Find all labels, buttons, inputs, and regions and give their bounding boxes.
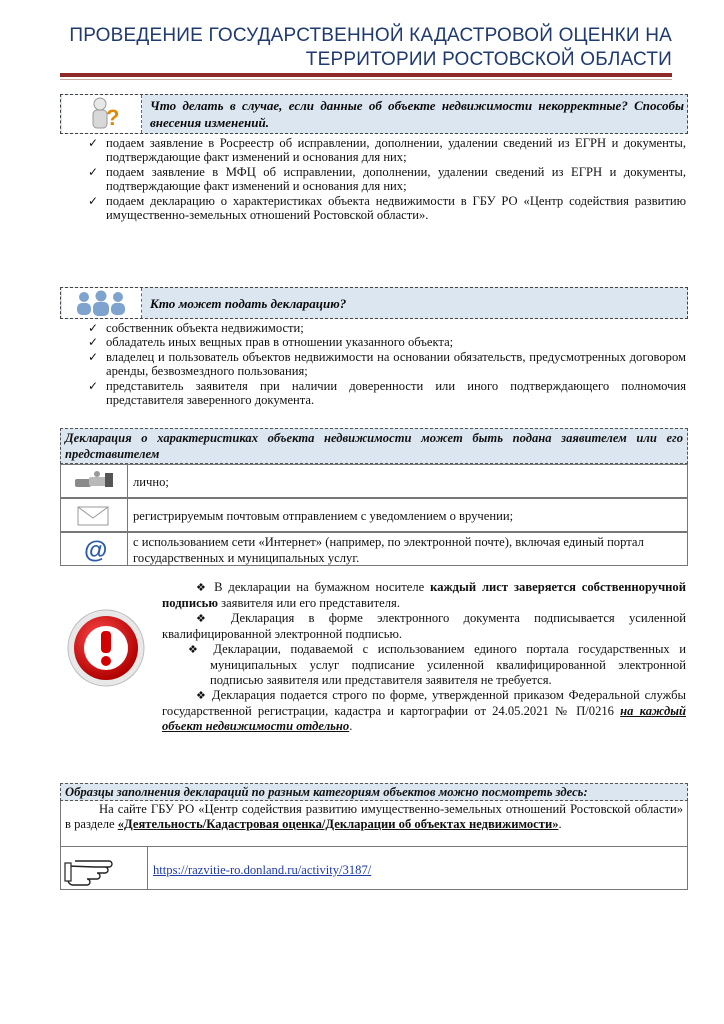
exclamation-warning-icon (66, 608, 146, 688)
samples-link[interactable]: https://razvitie-ro.donland.ru/activity/3187/ (153, 863, 372, 877)
handshake-icon (61, 465, 128, 497)
list-item: ✓ подаем заявление в МФЦ об исправлении, дополнении, удалении сведений из ЕГРН и документы, подтверждающие факт изменений и основания для них; (88, 164, 686, 194)
list-item: ✓ собственник объекта недвижимости; (88, 321, 304, 335)
question-person-icon (62, 95, 142, 133)
page-title (60, 24, 672, 72)
rule-paragraph-1: ❖ В декларации на бумажном носителе каждый лист заверяется собственноручной подписью заявителя или его представителя. (162, 580, 686, 610)
rule-paragraph-4: ❖ Декларация подается строго по форме, утвержденной приказом Федеральной службы государственной регистрации, кадастра и картографии от 24.05.2021 № П/0216 на каждый объект недвижимости отдельно. (162, 688, 686, 733)
title-line-1: ПРОВЕДЕНИЕ ГОСУДАРСТВЕННОЙ КАДАСТРОВОЙ ОЦЕНКИ НА (69, 25, 672, 46)
title-divider-thin (60, 79, 672, 80)
method-text: с использованием сети «Интернет» (например, по электронной почте), включая единый портал государственных и муниципальных услуг. (133, 535, 644, 565)
pointing-hand-icon (61, 847, 148, 889)
samples-link-row (60, 846, 688, 890)
svg-text:?: ? (106, 105, 120, 130)
rule-paragraph-2: ❖ Декларация в форме электронного документа подписывается усиленной квалифицированной электронной подписью. (162, 611, 686, 641)
applicants-list (84, 321, 686, 407)
method-text: лично; (133, 475, 169, 489)
declaration-rules (162, 580, 686, 734)
method-row-post (60, 498, 688, 532)
title-line-2: ТЕРРИТОРИИ РОСТОВСКОЙ ОБЛАСТИ (305, 49, 672, 70)
rule-paragraph-3: ❖ Декларации, подаваемой с использованием единого портала государственных и муниципальных услуг подписание усиленной квалифицированной электронной подписью заявителя или представителя заявителя не требуется. (188, 642, 686, 687)
list-item: ✓ подаем декларацию о характеристиках объекта недвижимости в ГБУ РО «Центр содействия развитию имущественно-земельных отношений Ростовской области». (88, 193, 686, 223)
at-sign-icon (61, 533, 128, 565)
method-text: регистрируемым почтовым отправлением с уведомлением о вручении; (133, 509, 514, 523)
envelope-icon (61, 499, 128, 531)
method-row-in-person (60, 464, 688, 498)
submission-methods-heading: Декларация о характеристиках объекта недвижимости может быть подана заявителем или его представителем (60, 428, 688, 464)
people-group-icon (62, 288, 142, 318)
question-2-text: Кто может подать декларацию? (150, 296, 347, 311)
list-item: ✓ подаем заявление в Росреестр об исправлении, дополнении, удалении сведений из ЕГРН и документы, подтверждающие факт изменений и основания для них; (88, 136, 686, 165)
list-item: ✓ владелец и пользователь объектов недвижимости на основании обязательств, предусмотренных договором аренды, безвозмездного пользования; (88, 349, 686, 379)
correction-methods-list (84, 136, 686, 222)
svg-text:@: @ (84, 537, 108, 564)
title-divider (60, 73, 672, 77)
question-1-text: Что делать в случае, если данные об объекте недвижимости некорректные? Способы внесения изменений. (150, 98, 684, 130)
method-row-internet (60, 532, 688, 566)
samples-heading: Образцы заполнения деклараций по разным категориям объектов можно посмотреть здесь: (60, 783, 688, 801)
list-item: ✓ представитель заявителя при наличии доверенности или иного подтверждающего полномочия представителя заверенного документа. (88, 378, 686, 408)
samples-description: На сайте ГБУ РО «Центр содействия развитию имущественно-земельных отношений Ростовской области» в разделе «Деятельность/Кадастровая оценка/Декларации об объектах недвижимости». (60, 801, 688, 847)
list-item: ✓ обладатель иных вещных прав в отношении указанного объекта; (88, 335, 454, 350)
